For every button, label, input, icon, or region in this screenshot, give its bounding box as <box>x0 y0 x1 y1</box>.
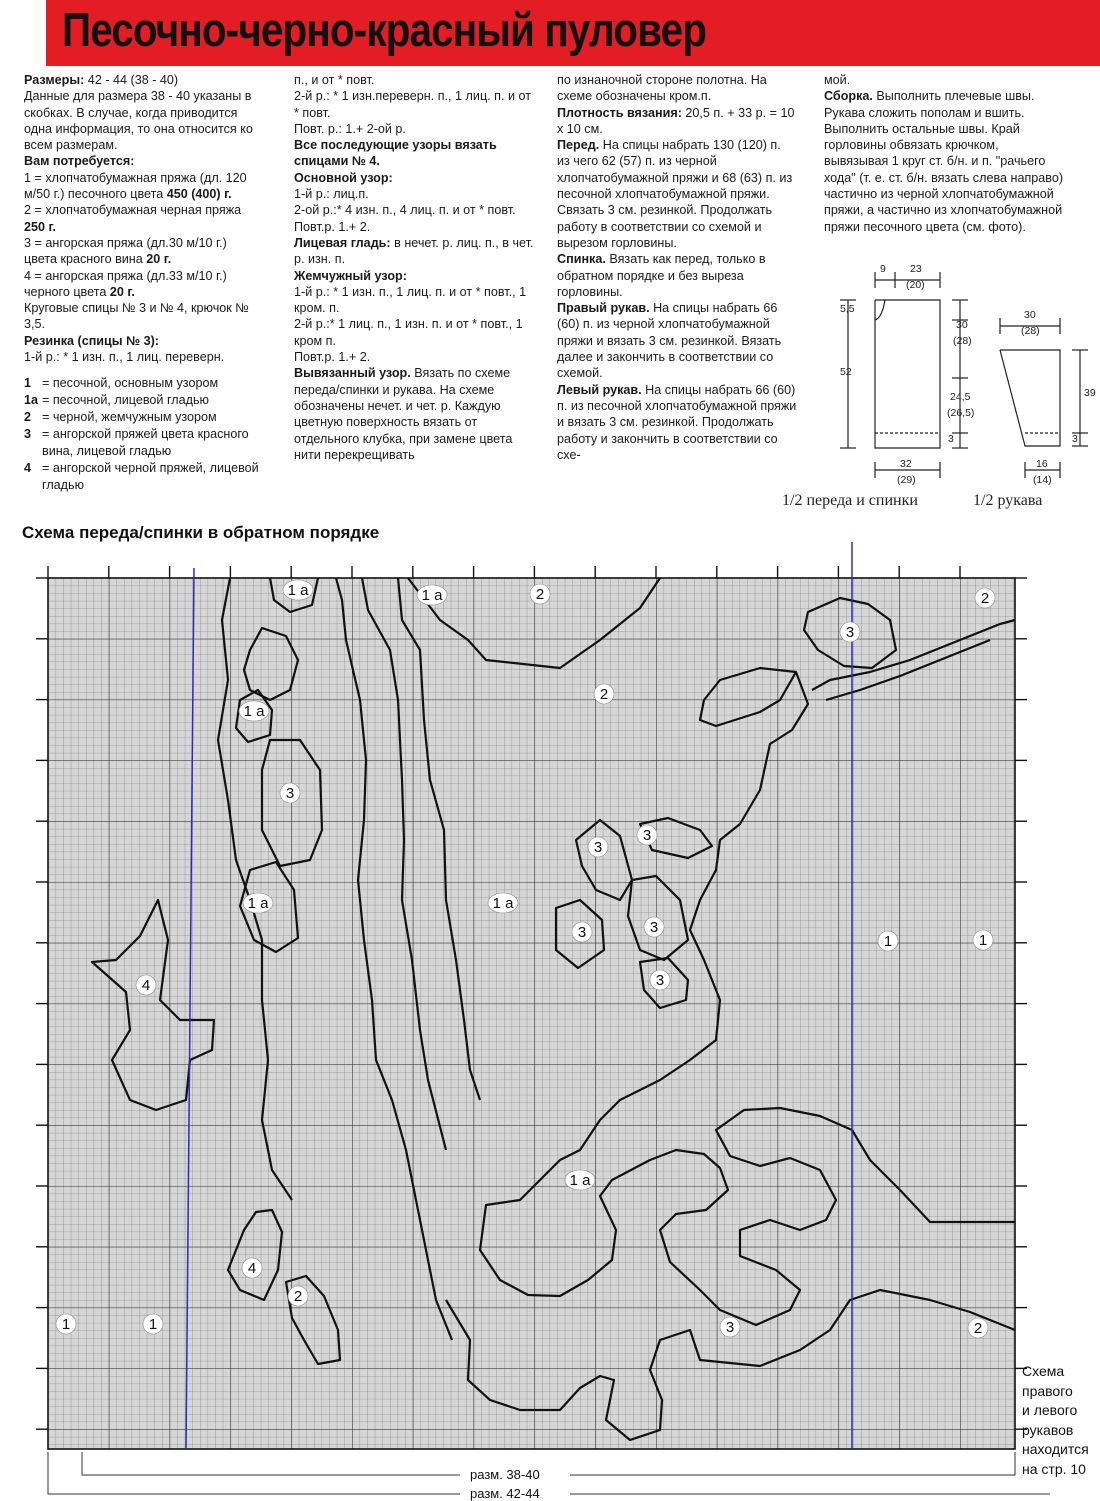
assembly-text: Выполнить плечевые швы. Рукава сложить пополам и вшить. Выполнить остальные швы. Край горловины обвязать крючком, вывязывая 1 круг ст. б/н. и п. "рачьего хода" (т. е. ст. б/н. вязать слева направо) частично из черной хлопчатобумажной пряжи, а частично из хлопчатобумажной пряжи песочного цвета (см. фото). <box>824 89 1064 234</box>
region-label: 3 <box>642 827 652 844</box>
all-next-note: Все последующие узоры вязать спицами № 4. <box>294 138 497 169</box>
rib-row-2: 2-й р.: * 1 изн.переверн. п., 1 лиц. п. и от * повт. <box>294 89 531 120</box>
material-4-amount: 20 г. <box>109 284 135 299</box>
material-3: 3 = ангорская пряжа (дл.30 м/10 г.) цвета красного вина <box>24 235 227 267</box>
side-note-line: рукавов <box>1022 1421 1074 1438</box>
dim-30: 30 <box>956 319 968 331</box>
region-label: 3 <box>285 785 295 802</box>
material-4: 4 = ангорская пряжа (дл.33 м/10 г.) черного цвета <box>24 268 227 299</box>
region-label: 3 <box>655 972 665 989</box>
region-label: 2 <box>599 686 609 703</box>
page-title: Песочно-черно-красный пуловер <box>62 3 707 56</box>
legend-item: 1a = песочной, лицевой гладью <box>24 393 209 408</box>
dim-5-5: 5,5 <box>840 303 855 315</box>
size-label-42-44: разм. 42-44 <box>470 1486 540 1501</box>
assembly-label: Сборка. <box>824 89 873 104</box>
rib-repeat: Повт. р.: 1.+ 2-ой р. <box>294 121 406 136</box>
region-label: 1 <box>978 932 988 949</box>
rib-label: Резинка (спицы № 3): <box>24 333 159 348</box>
chart-title: Схема переда/спинки в обратном порядке <box>22 523 380 542</box>
dim-28: (28) <box>953 335 972 347</box>
col3-cont: по изнаночной стороне полотна. На схеме обозначены кром.п. <box>557 73 767 104</box>
right-sleeve-label: Правый рукав. <box>557 301 650 316</box>
sleeve-dim-16: 16 <box>1036 458 1048 470</box>
region-label: 2 <box>980 590 990 607</box>
material-2: 2 = хлопчатобумажная черная пряжа <box>24 203 242 218</box>
dim-52: 52 <box>840 366 852 378</box>
legend-item: 2 = черной, жемчужным узором <box>24 410 217 425</box>
col4-cont: мой. <box>824 73 851 87</box>
stockinette-label: Лицевая гладь: <box>294 235 391 250</box>
left-sleeve-text: На спицы набрать 66 (60) п. из песочной хлопчатобумажной пряжи и вязать 3 см. резинкой. Продолжать работу и закончить в соответствии со схе- <box>557 382 797 462</box>
dim-29: (29) <box>897 474 916 486</box>
region-label: 3 <box>593 839 603 856</box>
rib-row-1: 1-й р.: * 1 изн. п., 1 лиц. переверн. <box>24 350 225 365</box>
front-text: На спицы набрать 130 (120) п. из чего 62 (57) п. из черной хлопчатобумажной пряжи и 68 (63) п. из песочной хлопчатобумажной пряжи. Связать 3 см. резинкой. Продолжать работу в соответствии со схемой и вырезом горловины. <box>557 138 793 250</box>
side-note-line: находится <box>1022 1441 1089 1457</box>
pearl-row-1: 1-й р.: * 1 изн. п., 1 лиц. п. и от * повт., 1 кром. п. <box>294 284 527 316</box>
inlay-label: Вывязанный узор. <box>294 366 411 381</box>
dim-9: 9 <box>880 263 886 275</box>
legend-item: 1 = песочной, основным узором <box>24 376 219 391</box>
legend-item: 3 = ангорской пряжей цвета красного вина, лицевой гладью <box>24 427 249 459</box>
main-row-2: 2-ой р.:* 4 изн. п., 4 лиц. п. и от * повт. <box>294 203 516 218</box>
region-label: 1 a <box>247 895 269 912</box>
region-label: 1 <box>61 1316 71 1333</box>
region-label: 1 a <box>287 582 309 599</box>
main-row-1: 1-й р.: лиц.п. <box>294 187 369 202</box>
sleeve-dim-14: (14) <box>1033 474 1052 486</box>
region-label: 1 a <box>243 703 265 720</box>
sleeve-dim-39: 39 <box>1084 387 1096 399</box>
caption-sleeve: 1/2 рукава <box>973 492 1043 509</box>
dim-26-5: (26,5) <box>947 407 975 419</box>
side-note-line: правого <box>1022 1382 1073 1399</box>
pearl-label: Жемчужный узор: <box>294 268 407 283</box>
sleeve-dim-30: 30 <box>1024 309 1036 321</box>
size-label-38-40: разм. 38-40 <box>470 1467 540 1482</box>
needles-text: Круговые спицы № 3 и № 4, крючок № 3,5. <box>24 301 249 332</box>
region-label: 4 <box>247 1260 257 1277</box>
left-sleeve-label: Левый рукав. <box>557 382 642 397</box>
main-repeat: Повт.р. 1.+ 2. <box>294 219 371 234</box>
right-sleeve-text: На спицы набрать 66 (60) п. из черной хлопчатобумажной пряжи и вязать 3 см. резинкой. Вязать далее и закончить в соответствии со схемой. <box>557 301 782 381</box>
front-label: Перед. <box>557 138 600 153</box>
main-pattern-label: Основной узор: <box>294 170 393 185</box>
region-label: 4 <box>141 977 151 994</box>
legend-item: 4 = ангорской черной пряжей, лицевой гладью <box>24 461 259 493</box>
region-label: 1 <box>883 933 893 950</box>
dim-24-5: 24,5 <box>950 391 971 403</box>
stockinette-text: в нечет. р. лиц. п., в чет. р. изн. п. <box>294 235 534 267</box>
side-note <box>1022 1362 1089 1479</box>
material-3-amount: 20 г. <box>146 252 172 267</box>
back-label: Спинка. <box>557 252 606 267</box>
region-label: 1 a <box>421 587 443 604</box>
dim-3: 3 <box>948 433 954 445</box>
region-label: 1 <box>148 1316 158 1333</box>
pearl-repeat: Повт.р. 1.+ 2. <box>294 350 371 365</box>
region-label: 2 <box>973 1320 983 1337</box>
region-label: 1 a <box>492 895 514 912</box>
sleeve-dim-28: (28) <box>1021 325 1040 337</box>
region-label: 1 a <box>569 1172 591 1189</box>
inlay-text: Вязать по схеме переда/спинки и рукава. На схеме обозначены нечет. и чет. р. Каждую цветную поверхность вязать от отдельного клубка, при замене цвета нити перекрещивать <box>294 366 513 462</box>
back-text: Вязать как перед, только в обратном порядке и без выреза горловины. <box>557 252 766 299</box>
region-label: 3 <box>845 624 855 641</box>
dim-20: (20) <box>906 279 925 291</box>
materials-label: Вам потребуется: <box>24 154 135 169</box>
sizes-value: 42 - 44 (38 - 40) <box>84 73 179 87</box>
pearl-row-2: 2-й р.:* 1 лиц. п., 1 изн. п. и от * повт., 1 кром п. <box>294 317 523 348</box>
region-label: 2 <box>535 586 545 603</box>
gauge-text: 20,5 п. + 33 р. = 10 х 10 см. <box>557 105 795 136</box>
sizes-note: Данные для размера 38 - 40 указаны в скобках. В случае, когда приводится одна информация, то она относится ко всем размерам. <box>24 89 253 153</box>
dim-23: 23 <box>910 263 922 275</box>
sleeve-dim-3: 3 <box>1072 433 1078 445</box>
material-2-amount: 250 г. <box>24 219 56 234</box>
sizes-label: Размеры: <box>24 73 85 87</box>
caption-body: 1/2 переда и спинки <box>782 492 918 509</box>
region-label: 3 <box>649 919 659 936</box>
side-note-line: Схема <box>1022 1363 1065 1379</box>
material-1: 1 = хлопчатобумажная пряжа (дл. 120 м/50 г.) песочного цвета <box>24 170 247 202</box>
side-note-line: и левого <box>1022 1402 1078 1418</box>
region-label: 3 <box>577 924 587 941</box>
region-label: 2 <box>293 1288 303 1305</box>
gauge-label: Плотность вязания: <box>557 105 682 120</box>
side-note-line: на стр. 10 <box>1022 1460 1086 1477</box>
dim-32: 32 <box>900 458 912 470</box>
region-label: 3 <box>725 1319 735 1336</box>
rib-cont: п., и от * повт. <box>294 73 375 87</box>
material-1-amount: 450 (400) г. <box>166 187 232 202</box>
